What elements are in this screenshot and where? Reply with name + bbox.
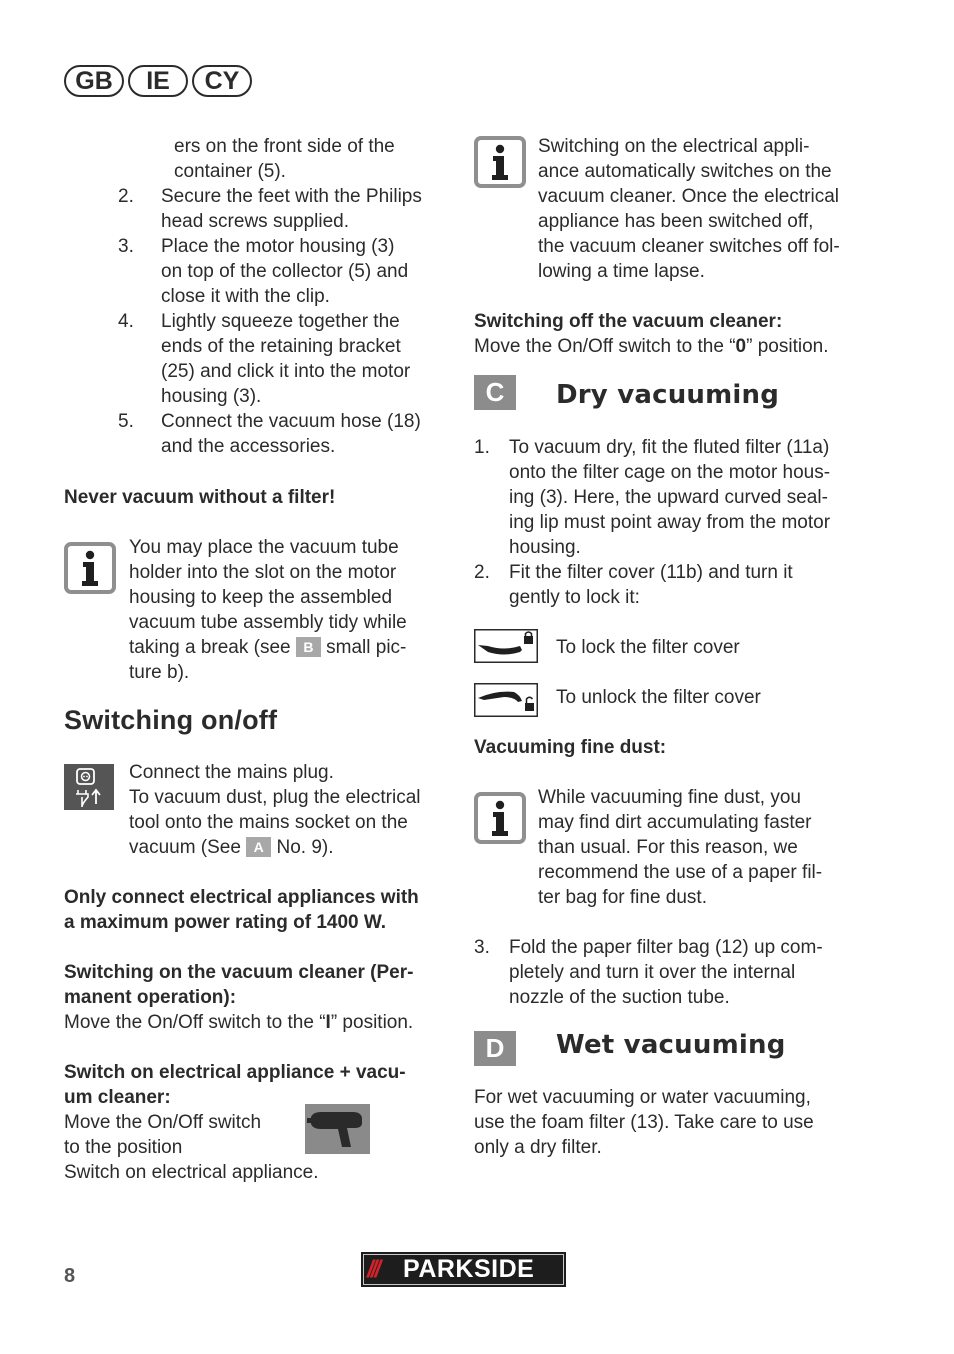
instruction-line: Move the On/Off switch to the “0” position.	[474, 336, 829, 357]
list-line: Connect the vacuum hose (18)	[161, 411, 421, 432]
subheading-fine-dust: Vacuuming fine dust:	[474, 737, 667, 758]
subheading: manent operation):	[64, 987, 237, 1008]
list-line: housing (3).	[161, 386, 262, 407]
subheading: um cleaner:	[64, 1087, 171, 1108]
info-line: While vacuuming fine dust, you	[538, 787, 801, 808]
appliance-block	[64, 1060, 464, 1185]
instruction-line: Move the On/Off switch to the “I” position.	[64, 1012, 414, 1033]
info-line: than usual. For this reason, we	[538, 837, 798, 858]
list-line: ing lip must point away from the motor	[509, 512, 831, 533]
paragraph-line: For wet vacuuming or water vacuuming,	[474, 1087, 811, 1108]
list-number: 1.	[474, 437, 490, 458]
list-line: nozzle of the suction tube.	[509, 987, 730, 1008]
plug-line: To vacuum dust, plug the electrical	[129, 787, 421, 808]
instruction-line: Switch on electrical appliance.	[64, 1162, 319, 1183]
info-line: ance automatically switches on the	[538, 161, 832, 182]
list-line: Fold the paper filter bag (12) up com-	[509, 937, 823, 958]
continued-text-line-1: ers on the front side of the	[174, 136, 395, 157]
plug-line: vacuum (See A No. 9).	[129, 837, 334, 858]
info-line: the vacuum cleaner switches off fol-	[538, 236, 840, 257]
list-line: onto the filter cage on the motor hous-	[509, 462, 831, 483]
info-line: lowing a time lapse.	[538, 261, 705, 282]
info-icon	[64, 542, 116, 594]
switch-on-block	[64, 960, 464, 1035]
logo-wordmark: PARKSIDE	[403, 1255, 535, 1283]
switch-off-block	[474, 309, 874, 359]
page-number: 8	[64, 1265, 76, 1287]
wet-vacuum-text	[474, 1085, 874, 1160]
list-number: 5.	[118, 411, 134, 432]
paragraph-line: only a dry filter.	[474, 1137, 602, 1158]
instruction-line: Move the On/Off switch	[64, 1112, 262, 1133]
paragraph-line: use the foam filter (13). Take care to use	[474, 1112, 814, 1133]
list-line: and the accessories.	[161, 436, 336, 457]
plug-instructions	[129, 760, 459, 860]
list-number: 4.	[118, 311, 134, 332]
list-number: 2.	[118, 186, 134, 207]
list-number: 3.	[118, 236, 134, 257]
list-line: gently to lock it:	[509, 587, 640, 608]
section-badge-c: C	[474, 375, 516, 410]
list-line: close it with the clip.	[161, 286, 330, 307]
info-line: ter bag for fine dust.	[538, 887, 707, 908]
instruction-line: to the position	[64, 1137, 183, 1158]
info-line: housing to keep the assembled	[129, 587, 393, 608]
list-line: housing.	[509, 537, 581, 558]
info-icon	[474, 136, 526, 188]
info-line: appliance has been switched off,	[538, 211, 814, 232]
info-note-fine-dust	[538, 785, 868, 910]
list-line: ing (3). Here, the upward curved seal-	[509, 487, 828, 508]
list-line: ends of the retaining bracket	[161, 336, 401, 357]
logo-slashes: ///	[367, 1256, 379, 1283]
list-line: pletely and turn it over the internal	[509, 962, 796, 983]
list-line: on top of the collector (5) and	[161, 261, 409, 282]
plug-line: Connect the mains plug.	[129, 762, 334, 783]
continued-text-line-2: container (5).	[174, 161, 286, 182]
list-line: (25) and click it into the motor	[161, 361, 411, 382]
power-note: Only connect electrical appliances with a maximum power rating of 1400 W.	[64, 887, 419, 933]
info-note-tube-holder	[129, 535, 449, 685]
unlock-icon	[474, 683, 538, 717]
section-heading-switching: Switching on/off	[64, 705, 278, 735]
section-badge-d: D	[474, 1031, 516, 1066]
info-line: ture b).	[129, 662, 190, 683]
lang-badge-gb: GB	[64, 65, 124, 97]
picture-badge-b: B	[296, 637, 321, 657]
lock-label: To lock the filter cover	[556, 637, 740, 658]
unlock-label: To unlock the filter cover	[556, 687, 761, 708]
info-line: taking a break (see B small pic-	[129, 637, 407, 658]
list-line: To vacuum dry, fit the fluted filter (11a)	[509, 437, 830, 458]
section-heading-dry: Dry vacuuming	[556, 380, 780, 410]
plug-line: tool onto the mains socket on the	[129, 812, 408, 833]
list-line: Place the motor housing (3)	[161, 236, 395, 257]
plug-icon	[64, 764, 114, 810]
info-line: Switching on the electrical appli-	[538, 136, 810, 157]
section-heading-wet: Wet vacuuming	[556, 1030, 786, 1060]
list-number: 2.	[474, 562, 490, 583]
info-line: may find dirt accumulating faster	[538, 812, 812, 833]
lang-badge-cy: CY	[192, 65, 252, 97]
list-line: Fit the filter cover (11b) and turn it	[509, 562, 793, 583]
info-note-auto-switch	[538, 134, 868, 284]
list-line: Lightly squeeze together the	[161, 311, 400, 332]
picture-badge-a: A	[246, 837, 271, 857]
list-number: 3.	[474, 937, 490, 958]
subheading: Switch on electrical appliance + vacu-	[64, 1062, 406, 1083]
lock-icon	[474, 629, 538, 663]
list-line: head screws supplied.	[161, 211, 349, 232]
info-line: recommend the use of a paper fil-	[538, 862, 823, 883]
filter-warning: Never vacuum without a filter!	[64, 487, 336, 508]
info-line: holder into the slot on the motor	[129, 562, 397, 583]
info-line: You may place the vacuum tube	[129, 537, 399, 558]
list-line: Secure the feet with the Philips	[161, 186, 422, 207]
info-icon	[474, 792, 526, 844]
subheading: Switching off the vacuum cleaner:	[474, 311, 783, 332]
info-line: vacuum tube assembly tidy while	[129, 612, 407, 633]
subheading: Switching on the vacuum cleaner (Per-	[64, 962, 414, 983]
power-tool-icon	[305, 1104, 370, 1154]
info-line: vacuum cleaner. Once the electrical	[538, 186, 839, 207]
lang-badge-ie: IE	[128, 65, 188, 97]
parkside-logo	[361, 1252, 566, 1287]
